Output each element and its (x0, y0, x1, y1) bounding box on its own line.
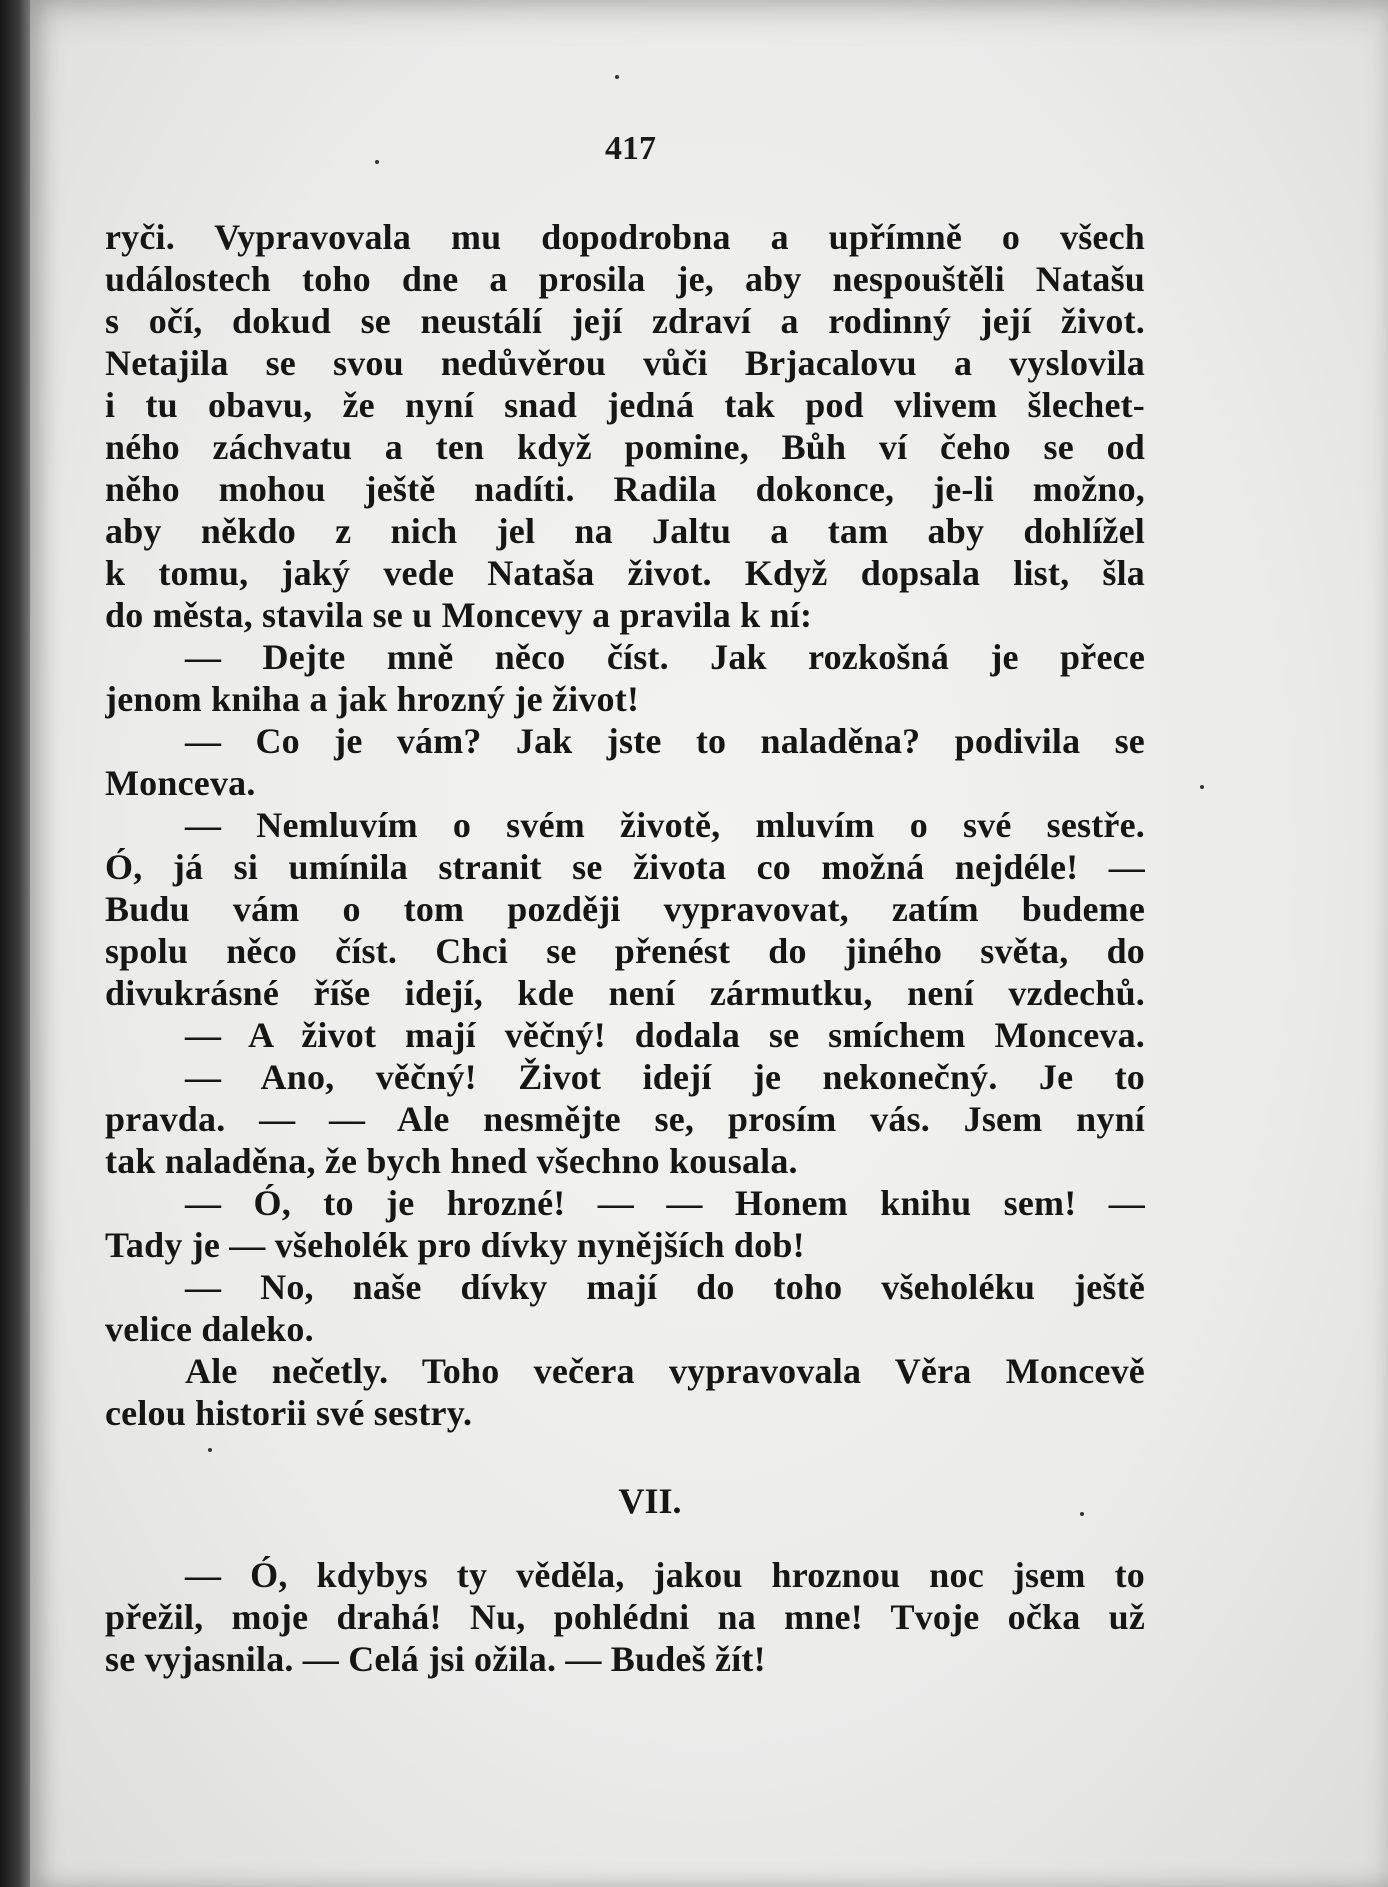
text-line: něho mohou ještě nadíti. Radila dokonce, je-li možno, (105, 469, 1145, 509)
chapter-heading: VII. (618, 1481, 682, 1521)
text-line: aby někdo z nich jel na Jaltu a tam aby dohlížel (105, 511, 1145, 551)
text-line: i tu obavu, že nyní snad jedná tak pod vlivem šlechet- (105, 385, 1145, 425)
book-spine-edge (0, 0, 30, 1887)
text-line: do města, stavila se u Moncevy a pravila k ní: (105, 595, 813, 635)
text-line: — Ano, věčný! Život idejí je nekonečný. Je to (185, 1057, 1145, 1097)
text-line: Ale nečetly. Toho večera vypravovala Věra Moncevě (185, 1351, 1145, 1391)
text-line: Monceva. (105, 763, 256, 803)
book-page (30, 0, 1388, 1887)
print-speck (208, 1448, 212, 1452)
text-line: — No, naše dívky mají do toho všeholéku ještě (185, 1267, 1145, 1307)
print-speck (1200, 785, 1204, 789)
text-line: Ó, já si umínila stranit se života co možná nejdéle! — (105, 847, 1145, 887)
text-line: — Ó, kdybys ty věděla, jakou hroznou noc jsem to (185, 1555, 1145, 1595)
text-line: se vyjasnila. — Celá jsi ožila. — Budeš žít! (105, 1639, 766, 1679)
text-line: Budu vám o tom později vypravovat, zatím budeme (105, 889, 1145, 929)
text-line: k tomu, jaký vede Nataša život. Když dopsala list, šla (105, 553, 1145, 593)
text-line: — Dejte mně něco číst. Jak rozkošná je přece (185, 637, 1145, 677)
text-line: — Nemluvím o svém životě, mluvím o své sestře. (185, 805, 1145, 845)
text-line: — Co je vám? Jak jste to naladěna? podivila se (185, 721, 1145, 761)
text-line: jenom kniha a jak hrozný je život! (105, 679, 640, 719)
text-line: s očí, dokud se neustálí její zdraví a rodinný její život. (105, 301, 1145, 341)
print-speck (1080, 1512, 1084, 1516)
text-line: přežil, moje drahá! Nu, pohlédni na mne! Tvoje očka už (105, 1597, 1145, 1637)
page-number: 417 (605, 130, 656, 167)
text-line: událostech toho dne a prosila je, aby nespouštěli Natašu (105, 259, 1145, 299)
text-line: tak naladěna, že bych hned všechno kousala. (105, 1141, 798, 1181)
chapter-text-block (105, 1554, 1145, 1680)
text-line: celou historii své sestry. (105, 1393, 473, 1433)
text-line: pravda. — — Ale nesmějte se, prosím vás. Jsem nyní (105, 1099, 1145, 1139)
text-line: ného záchvatu a ten když pomine, Bůh ví čeho se od (105, 427, 1145, 467)
text-line: — A život mají věčný! dodala se smíchem Monceva. (185, 1015, 1145, 1055)
text-line: Tady je — všeholék pro dívky nynějších dob! (105, 1225, 805, 1265)
body-text-block (105, 216, 1145, 1434)
text-line: ryči. Vypravovala mu dopodrobna a upřímně o všech (105, 217, 1145, 257)
text-line: Netajila se svou nedůvěrou vůči Brjacalovu a vyslovila (105, 343, 1145, 383)
text-line: divukrásné říše idejí, kde není zármutku, není vzdechů. (105, 973, 1145, 1013)
text-line: — Ó, to je hrozné! — — Honem knihu sem! — (185, 1183, 1145, 1223)
text-line: spolu něco číst. Chci se přenést do jiného světa, do (105, 931, 1145, 971)
print-speck (375, 160, 379, 164)
print-speck (615, 75, 619, 79)
text-line: velice daleko. (105, 1309, 314, 1349)
